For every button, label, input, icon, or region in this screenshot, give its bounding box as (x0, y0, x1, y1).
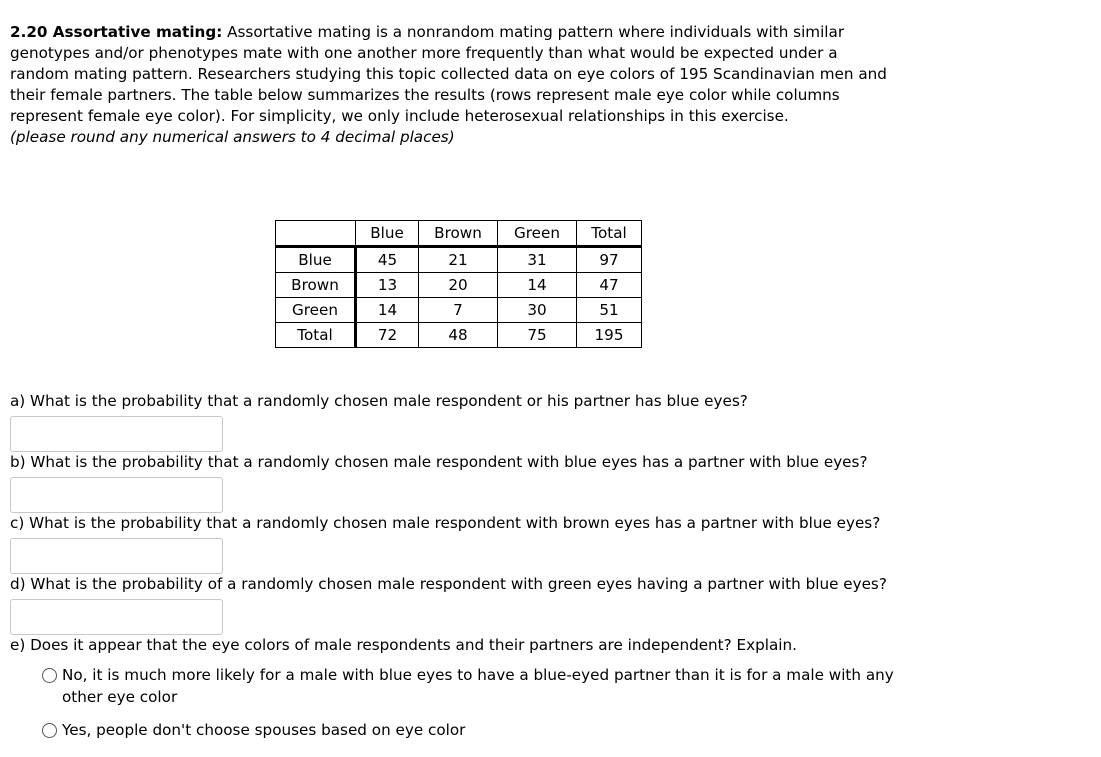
question-b (10, 448, 890, 513)
table-cell: 75 (498, 323, 577, 348)
radio-option-no[interactable] (42, 668, 57, 683)
table-row (276, 298, 642, 323)
table-cell: 72 (356, 323, 419, 348)
question-a (10, 387, 890, 452)
row-header-brown: Brown (276, 273, 356, 298)
question-d-text: d) What is the probability of a randomly chosen male respondent with green eyes having a partner with blue eyes? (10, 575, 887, 593)
table-corner-cell (276, 221, 356, 247)
question-e (10, 631, 890, 660)
question-a-text: a) What is the probability that a randomly chosen male respondent or his partner has blue eyes? (10, 392, 748, 410)
option-no-label: No, it is much more likely for a male with blue eyes to have a blue-eyed partner than it is for a male with any other eye color (62, 666, 894, 706)
question-b-text: b) What is the probability that a randomly chosen male respondent with blue eyes has a partner with blue eyes? (10, 453, 868, 471)
table-cell: 14 (356, 298, 419, 323)
radio-option-yes[interactable] (42, 723, 57, 738)
option-yes-label: Yes, people don't choose spouses based on eye color (62, 721, 466, 739)
row-header-green: Green (276, 298, 356, 323)
table-cell: 7 (419, 298, 498, 323)
col-header-total: Total (577, 221, 642, 247)
option-no[interactable] (40, 664, 900, 708)
answer-c-input[interactable] (10, 538, 223, 574)
question-c-text: c) What is the probability that a randomly chosen male respondent with brown eyes has a partner with blue eyes? (10, 514, 881, 532)
question-c (10, 509, 890, 574)
table-row (276, 247, 642, 273)
answer-d-input[interactable] (10, 599, 223, 635)
table-cell: 51 (577, 298, 642, 323)
table-cell: 31 (498, 247, 577, 273)
question-e-text: e) Does it appear that the eye colors of male respondents and their partners are independent? Explain. (10, 636, 797, 654)
table-row (276, 323, 642, 348)
row-header-blue: Blue (276, 247, 356, 273)
table-cell: 13 (356, 273, 419, 298)
table-cell: 30 (498, 298, 577, 323)
table-cell: 47 (577, 273, 642, 298)
problem-text: Assortative mating is a nonrandom mating pattern where individuals with similar genotypes and/or phenotypes mate with one another more frequently than what would be expected under a random mating pattern. Researchers studying this topic collected data on eye colors of 195 Scandinavian men and their female partners. The table below summarizes the results (rows represent male eye color while columns represent female eye color). For simplicity, we only include heterosexual relationships in this exercise. (10, 23, 887, 125)
problem-intro (10, 22, 890, 148)
table-cell: 97 (577, 247, 642, 273)
answer-a-input[interactable] (10, 416, 223, 452)
answer-b-input[interactable] (10, 477, 223, 513)
table-cell: 21 (419, 247, 498, 273)
col-header-green: Green (498, 221, 577, 247)
table-header-row (276, 221, 642, 247)
table-cell: 14 (498, 273, 577, 298)
eye-color-table (275, 220, 642, 348)
table-cell: 20 (419, 273, 498, 298)
problem-title: 2.20 Assortative mating: (10, 23, 223, 41)
table-row (276, 273, 642, 298)
table-cell: 195 (577, 323, 642, 348)
table-cell: 48 (419, 323, 498, 348)
row-header-total: Total (276, 323, 356, 348)
rounding-note: (please round any numerical answers to 4 decimal places) (10, 128, 455, 146)
table-cell: 45 (356, 247, 419, 273)
question-e-options (40, 664, 900, 741)
col-header-blue: Blue (356, 221, 419, 247)
col-header-brown: Brown (419, 221, 498, 247)
option-yes[interactable] (40, 719, 900, 741)
question-d (10, 570, 890, 635)
